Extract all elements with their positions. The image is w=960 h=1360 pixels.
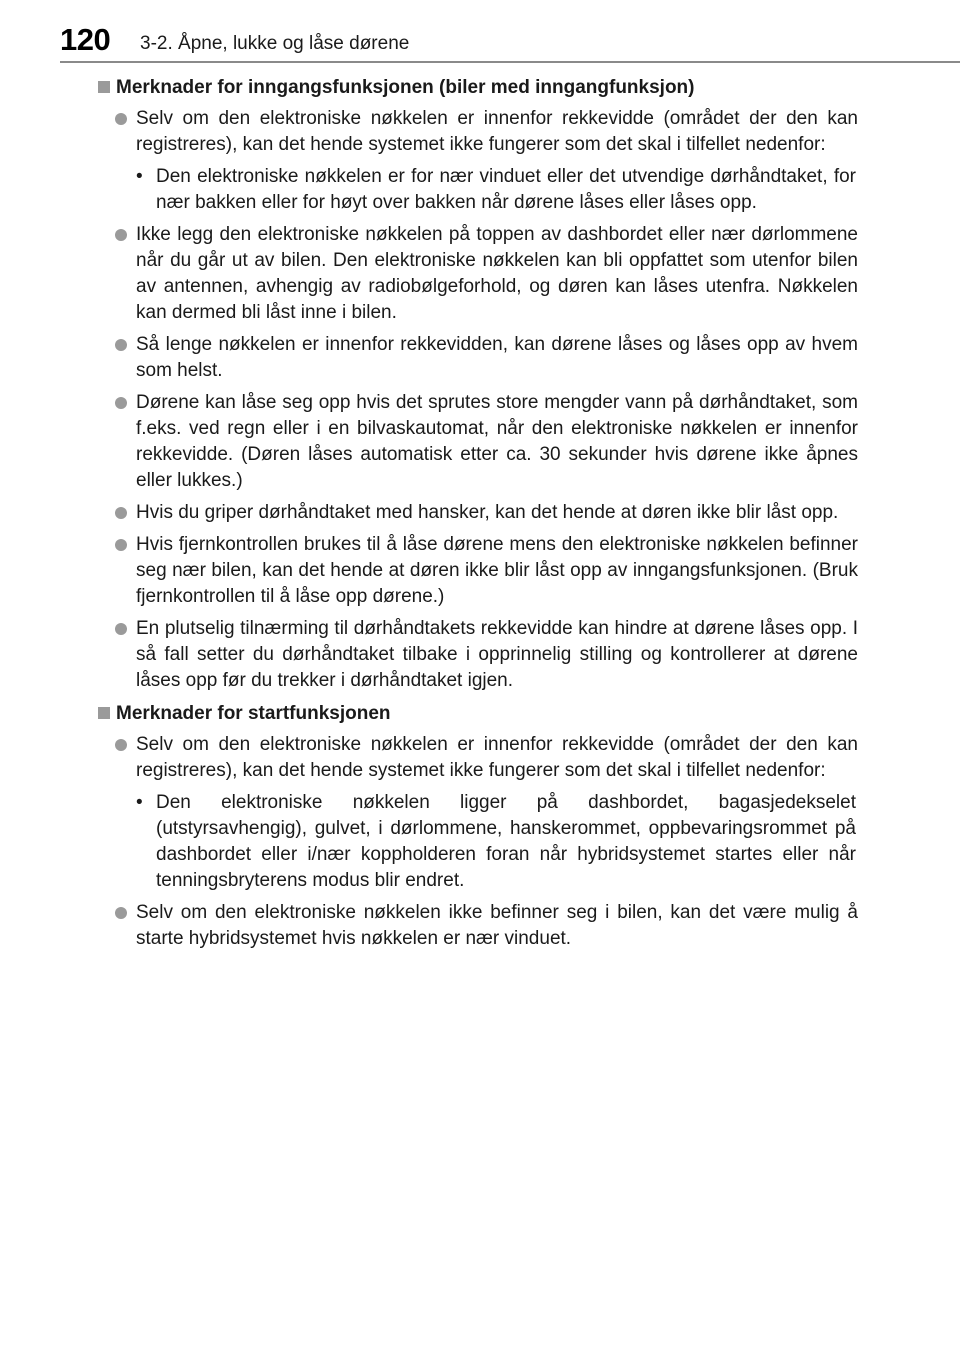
section-heading: [98, 74, 858, 101]
page-header: [0, 0, 960, 62]
list-item: [98, 500, 858, 526]
list-item-text: En plutselig tilnærming til dørhåndtakets rekkevidde kan hindre at dørene låses opp. I så fall setter du dørhåndtaket tilbake i opprinnelig stilling og kontrollerer at dørene låses opp før du trekker i dørhåndtaket igjen.: [136, 618, 858, 691]
circle-bullet-icon: [115, 623, 127, 635]
square-bullet-icon: [98, 707, 110, 719]
square-bullet-icon: [98, 81, 110, 93]
list-item: [98, 332, 858, 384]
list-item: [98, 732, 858, 784]
circle-bullet-icon: [115, 339, 127, 351]
list-item-text: Dørene kan låse seg opp hvis det sprutes store mengder vann på dørhåndtaket, som f.eks. ved regn eller i en bilvaskautomat, når den elektroniske nøkkelen er innenfor rekkevidde. (Døren låses automatisk etter ca. 30 sekunder hvis dørene ikke åpnes eller lukkes.): [136, 392, 858, 491]
circle-bullet-icon: [115, 907, 127, 919]
dot-bullet-icon: •: [136, 792, 143, 813]
circle-bullet-icon: [115, 739, 127, 751]
section-heading-text: Merknader for startfunksjonen: [116, 703, 391, 724]
list-item: [98, 616, 858, 694]
chapter-title: 3-2. Åpne, lukke og låse dørene: [140, 33, 410, 54]
list-item: [98, 532, 858, 610]
sub-list-item-text: Den elektroniske nøkkelen er for nær vinduet eller det utvendige dørhåndtaket, for nær bakken eller for høyt over bakken når dørene låses eller låses opp.: [156, 166, 856, 213]
circle-bullet-icon: [115, 539, 127, 551]
list-item-text: Selv om den elektroniske nøkkelen er innenfor rekkevidde (området der den kan registreres), kan det hende systemet ikke fungerer som det skal i tilfellet nedenfor:: [136, 734, 858, 781]
list-item-text: Hvis du griper dørhåndtaket med hansker, kan det hende at døren ikke blir låst opp.: [136, 502, 839, 523]
list-item: [98, 106, 858, 158]
list-item: [98, 900, 858, 952]
page-content: [98, 74, 858, 958]
page-number: 120: [60, 22, 111, 57]
section-start-function: [98, 700, 858, 952]
list-item-text: Hvis fjernkontrollen brukes til å låse dørene mens den elektroniske nøkkelen befinner seg nær bilen, kan det hende at døren ikke blir låst opp av inngangsfunksjonen. (Bruk fjernkontrollen til å låse opp dørene.): [136, 534, 858, 607]
circle-bullet-icon: [115, 113, 127, 125]
list-item-text: Ikke legg den elektroniske nøkkelen på toppen av dashbordet eller nær dørlommene når du går ut av bilen. Den elektroniske nøkkelen kan bli oppfattet som utenfor bilen av antennen, avhengig av radiobølgeforhold, og døren kan låses utenfra. Nøkkelen kan dermed bli låst inne i bilen.: [136, 224, 858, 323]
circle-bullet-icon: [115, 507, 127, 519]
sub-list-item: [98, 164, 858, 216]
list-item-text: Selv om den elektroniske nøkkelen er innenfor rekkevidde (området der den kan registreres), kan det hende systemet ikke fungerer som det skal i tilfellet nedenfor:: [136, 108, 858, 155]
section-entry-function: [98, 74, 858, 694]
header-divider: [60, 61, 960, 63]
sub-list-item-text: Den elektroniske nøkkelen ligger på dashbordet, bagasjedekselet (utstyrsavhengig), gulvet, i dørlommene, hanskerommet, oppbevaringsrommet på dashbordet eller i/nær koppholderen foran når hybridsystemet startes eller når tenningsbryterens modus blir endret.: [156, 792, 856, 891]
section-heading: [98, 700, 858, 727]
list-item-text: Selv om den elektroniske nøkkelen ikke befinner seg i bilen, kan det være mulig å starte hybridsystemet hvis nøkkelen er nær vinduet.: [136, 902, 858, 949]
dot-bullet-icon: •: [136, 166, 143, 187]
circle-bullet-icon: [115, 397, 127, 409]
list-item-text: Så lenge nøkkelen er innenfor rekkevidden, kan dørene låses og låses opp av hvem som helst.: [136, 334, 858, 381]
list-item: [98, 390, 858, 494]
sub-list-item: [98, 790, 858, 894]
circle-bullet-icon: [115, 229, 127, 241]
list-item: [98, 222, 858, 326]
section-heading-text: Merknader for inngangsfunksjonen (biler med inngangfunksjon): [116, 77, 695, 98]
